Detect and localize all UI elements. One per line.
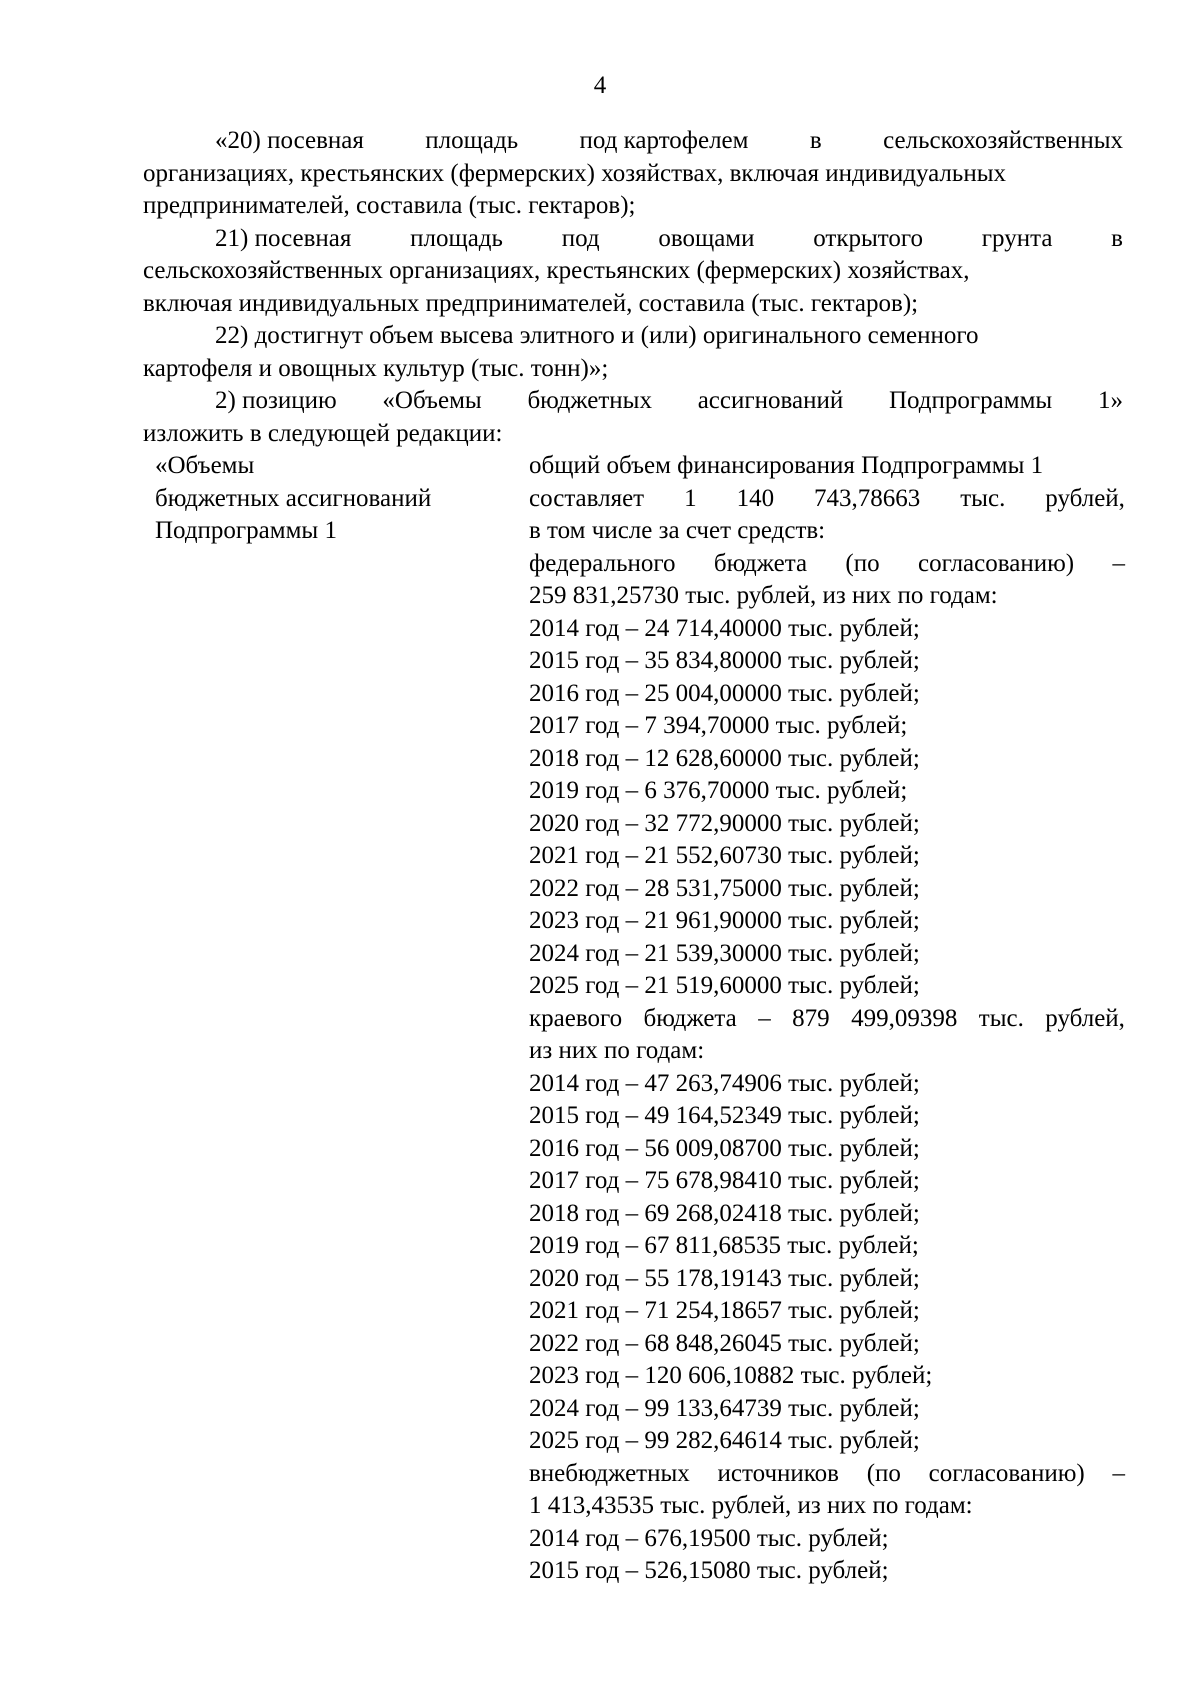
table-right-line: 2022 год – 68 848,26045 тыс. рублей;: [529, 1329, 920, 1357]
justified-word: в: [809, 127, 822, 154]
table-right-line: 2014 год – 676,19500 тыс. рублей;: [529, 1524, 889, 1552]
table-right-line: 2018 год – 69 268,02418 тыс. рублей;: [529, 1199, 920, 1227]
paragraph-item-22: [143, 320, 1123, 385]
justified-word: источников: [717, 1459, 839, 1487]
justified-word: (по: [866, 1459, 901, 1487]
table-right-line: из них по годам:: [529, 1037, 705, 1064]
justified-word: согласованию): [928, 1459, 1085, 1487]
justified-word: под: [561, 224, 600, 252]
table-right-line: 2021 год – 21 552,60730 тыс. рублей;: [529, 842, 920, 869]
justified-word: Подпрограммы: [888, 387, 1053, 414]
paragraph-line: [143, 385, 1123, 418]
justified-word: рублей,: [1045, 1004, 1125, 1032]
paragraph-line-text: предпринимателей, составила (тыс. гектаров);: [143, 192, 636, 219]
justified-word: «Объемы: [382, 387, 482, 414]
table-right-line: 2023 год – 21 961,90000 тыс. рублей;: [529, 907, 920, 934]
paragraph-line-text: сельскохозяйственных организациях, крестьянских (фермерских) хозяйствах,: [143, 257, 970, 284]
paragraph-line: [143, 223, 1123, 256]
budget-table: [143, 450, 1125, 1584]
table-right-line: 2025 год – 99 282,64614 тыс. рублей;: [529, 1427, 920, 1454]
justified-word: в: [1111, 224, 1123, 252]
table-right-column: [529, 450, 1125, 1588]
paragraph-line-text: включая индивидуальных предпринимателей, составила (тыс. гектаров);: [143, 289, 919, 317]
justified-word: краевого: [529, 1004, 623, 1032]
table-right-line: 2019 год – 6 376,70000 тыс. рублей;: [529, 777, 908, 804]
paragraph-line: [143, 125, 1123, 158]
table-right-line: 2022 год – 28 531,75000 тыс. рублей;: [529, 874, 920, 902]
table-right-line: 2014 год – 24 714,40000 тыс. рублей;: [529, 614, 920, 642]
paragraph-line: [143, 190, 1123, 223]
justified-word: (по: [845, 549, 880, 577]
justified-word: внебюджетных: [529, 1459, 690, 1487]
table-right-line: 2024 год – 99 133,64739 тыс. рублей;: [529, 1394, 920, 1422]
justified-word: рублей,: [1045, 484, 1125, 512]
justified-word: грунта: [981, 224, 1053, 252]
table-right-line: 2021 год – 71 254,18657 тыс. рублей;: [529, 1297, 920, 1324]
paragraph-line: [143, 158, 1123, 191]
paragraph-line: [143, 353, 1123, 386]
justified-word: 1»: [1097, 387, 1123, 414]
paragraph-line: [143, 320, 1123, 353]
table-left-line: бюджетных ассигнований: [155, 484, 432, 512]
table-right-line: 2023 год – 120 606,10882 тыс. рублей;: [529, 1362, 933, 1389]
paragraph-line-text: 22) достигнут объем высева элитного и (или) оригинального семенного: [215, 322, 979, 349]
justified-word: тыс.: [978, 1004, 1024, 1032]
table-right-line: 2019 год – 67 811,68535 тыс. рублей;: [529, 1232, 919, 1259]
justified-word: площадь: [425, 127, 519, 154]
table-right-line: 259 831,25730 тыс. рублей, из них по годам:: [529, 582, 998, 609]
justified-word: бюджета: [713, 549, 808, 577]
justified-word: –: [758, 1004, 771, 1032]
justified-word: под картофелем: [579, 127, 749, 154]
table-right-line: 2018 год – 12 628,60000 тыс. рублей;: [529, 744, 920, 772]
justified-word: площадь: [410, 224, 503, 252]
justified-word: «20) посевная: [215, 127, 364, 154]
justified-word: бюджета: [643, 1004, 737, 1032]
paragraph-line: [143, 255, 1123, 288]
table-right-line: 2017 год – 75 678,98410 тыс. рублей;: [529, 1167, 920, 1194]
table-right-line: 2020 год – 32 772,90000 тыс. рублей;: [529, 809, 920, 837]
justified-word: –: [1112, 549, 1125, 577]
page-number: 4: [593, 72, 607, 99]
justified-word: открытого: [813, 224, 924, 252]
justified-word: бюджетных: [527, 387, 652, 414]
table-right-line: [529, 548, 1125, 581]
table-right-line: 2015 год – 526,15080 тыс. рублей;: [529, 1557, 889, 1584]
justified-word: овощами: [658, 224, 755, 252]
justified-word: 2) позицию: [215, 387, 337, 414]
paragraph-line-text: организациях, крестьянских (фермерских) хозяйствах, включая индивидуальных: [143, 159, 1006, 187]
paragraph-line-text: изложить в следующей редакции:: [143, 419, 503, 447]
paragraph-item-21: [143, 223, 1123, 321]
paragraph-item-20: [143, 125, 1123, 223]
paragraph-line-text: картофеля и овощных культур (тыс. тонн)»;: [143, 354, 609, 382]
justified-word: 743,78663: [814, 484, 921, 512]
justified-word: –: [1112, 1459, 1125, 1487]
table-right-line: 2015 год – 49 164,52349 тыс. рублей;: [529, 1102, 920, 1129]
justified-word: 1: [684, 484, 697, 512]
paragraph-line: [143, 418, 1123, 451]
table-right-line: 1 413,43535 тыс. рублей, из них по годам:: [529, 1492, 973, 1519]
table-right-line: 2016 год – 25 004,00000 тыс. рублей;: [529, 679, 920, 707]
justified-word: тыс.: [960, 484, 1006, 512]
table-right-line: 2017 год – 7 394,70000 тыс. рублей;: [529, 712, 908, 739]
justified-word: ассигнований: [697, 387, 844, 414]
table-left-line: «Объемы: [155, 452, 255, 479]
table-right-line: 2015 год – 35 834,80000 тыс. рублей;: [529, 647, 920, 674]
table-right-line: [529, 1003, 1125, 1036]
paragraph-line: [143, 288, 1123, 321]
table-left-line: Подпрограммы 1: [155, 517, 337, 544]
justified-word: 21) посевная: [215, 224, 352, 252]
paragraph-item-2: [143, 385, 1123, 450]
table-left-column: [143, 450, 525, 548]
document-body: [143, 125, 1123, 450]
justified-word: 879: [792, 1004, 830, 1032]
justified-word: составляет: [529, 484, 645, 512]
table-right-line: 2014 год – 47 263,74906 тыс. рублей;: [529, 1069, 920, 1097]
table-right-line: 2020 год – 55 178,19143 тыс. рублей;: [529, 1264, 920, 1292]
table-right-line: 2016 год – 56 009,08700 тыс. рублей;: [529, 1134, 920, 1162]
table-right-line: 2025 год – 21 519,60000 тыс. рублей;: [529, 972, 920, 999]
justified-word: федерального: [529, 549, 676, 577]
table-right-line: общий объем финансирования Подпрограммы 1: [529, 452, 1044, 479]
justified-word: согласованию): [918, 549, 1075, 577]
justified-word: 140: [736, 484, 775, 512]
justified-word: сельскохозяйственных: [883, 127, 1123, 154]
justified-word: 499,09398: [851, 1004, 958, 1032]
table-right-line: [529, 483, 1125, 516]
table-right-line: в том числе за счет средств:: [529, 517, 826, 544]
table-right-line: 2024 год – 21 539,30000 тыс. рублей;: [529, 939, 920, 967]
table-right-line: [529, 1458, 1125, 1491]
